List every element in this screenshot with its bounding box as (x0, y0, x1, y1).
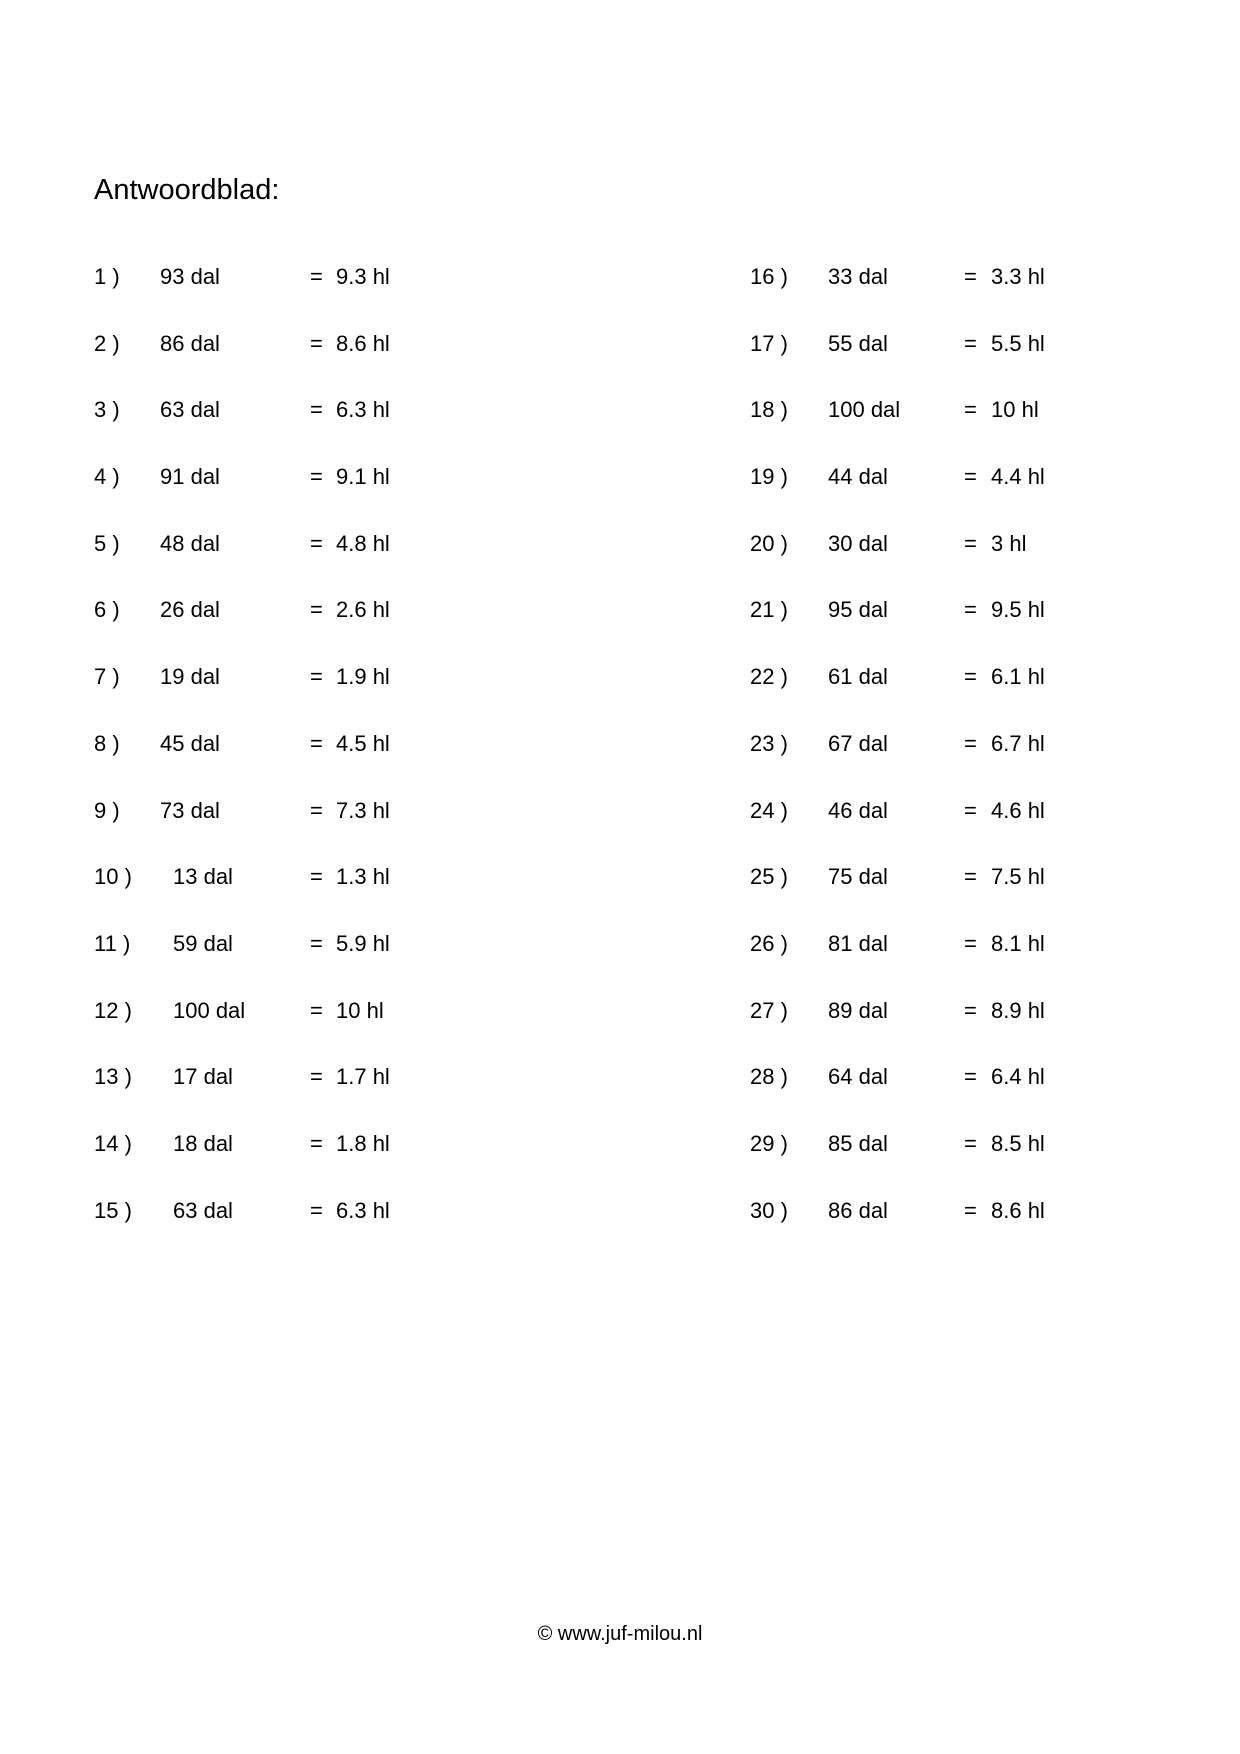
quantity-dal: 85 dal (828, 1130, 888, 1156)
answer-row (94, 396, 494, 463)
page-title: Antwoordblad: (94, 174, 280, 206)
answer-hl: 7.5 hl (991, 864, 1045, 890)
equals-sign: = (964, 864, 977, 890)
answer-row (94, 997, 494, 1064)
answer-row (750, 330, 1150, 397)
answer-row (94, 863, 494, 930)
answer-row (94, 730, 494, 797)
answer-hl: 1.9 hl (336, 664, 390, 690)
answer-hl: 7.3 hl (336, 797, 390, 823)
problem-number: 2 ) (94, 330, 120, 356)
quantity-dal: 19 dal (160, 664, 220, 690)
answer-hl: 1.8 hl (336, 1130, 390, 1156)
quantity-dal: 86 dal (828, 1197, 888, 1223)
problem-number: 12 ) (94, 997, 132, 1023)
equals-sign: = (964, 730, 977, 756)
answer-hl: 5.5 hl (991, 330, 1045, 356)
quantity-dal: 100 dal (173, 997, 246, 1023)
problem-number: 7 ) (94, 664, 120, 690)
problem-number: 9 ) (94, 797, 120, 823)
answer-column-right (750, 263, 1150, 1263)
equals-sign: = (964, 530, 977, 556)
answer-row (94, 263, 494, 330)
quantity-dal: 81 dal (828, 930, 888, 956)
problem-number: 23 ) (750, 730, 788, 756)
problem-number: 19 ) (750, 464, 788, 490)
answer-hl: 10 hl (991, 397, 1039, 423)
quantity-dal: 61 dal (828, 664, 888, 690)
equals-sign: = (964, 464, 977, 490)
answer-hl: 6.7 hl (991, 730, 1045, 756)
answer-row (94, 596, 494, 663)
problem-number: 28 ) (750, 1064, 788, 1090)
equals-sign: = (310, 864, 323, 890)
answer-hl: 5.9 hl (336, 930, 390, 956)
quantity-dal: 63 dal (160, 397, 220, 423)
problem-number: 5 ) (94, 530, 120, 556)
equals-sign: = (964, 664, 977, 690)
quantity-dal: 86 dal (160, 330, 220, 356)
answer-row (750, 797, 1150, 864)
answer-hl: 6.4 hl (991, 1064, 1045, 1090)
answer-row (94, 330, 494, 397)
copyright-footer: © www.juf-milou.nl (537, 1623, 703, 1645)
equals-sign: = (310, 330, 323, 356)
equals-sign: = (310, 530, 323, 556)
answer-hl: 1.3 hl (336, 864, 390, 890)
quantity-dal: 26 dal (160, 597, 220, 623)
answer-hl: 8.6 hl (991, 1197, 1045, 1223)
answer-row (94, 930, 494, 997)
problem-number: 11 ) (94, 930, 131, 956)
quantity-dal: 59 dal (173, 930, 233, 956)
problem-number: 10 ) (94, 864, 132, 890)
equals-sign: = (310, 664, 323, 690)
answer-row (94, 663, 494, 730)
quantity-dal: 91 dal (160, 464, 220, 490)
answer-row (750, 463, 1150, 530)
answer-row (750, 596, 1150, 663)
quantity-dal: 13 dal (173, 864, 233, 890)
equals-sign: = (964, 397, 977, 423)
quantity-dal: 100 dal (828, 397, 901, 423)
quantity-dal: 45 dal (160, 730, 220, 756)
quantity-dal: 44 dal (828, 464, 888, 490)
problem-number: 24 ) (750, 797, 788, 823)
answer-row (750, 1197, 1150, 1264)
equals-sign: = (964, 264, 977, 289)
answer-hl: 4.8 hl (336, 530, 390, 556)
problem-number: 25 ) (750, 864, 788, 890)
equals-sign: = (964, 930, 977, 956)
answer-hl: 4.6 hl (991, 797, 1045, 823)
answer-hl: 9.5 hl (991, 597, 1045, 623)
answer-hl: 8.6 hl (336, 330, 390, 356)
answer-row (94, 1197, 494, 1264)
problem-number: 15 ) (94, 1197, 132, 1223)
equals-sign: = (964, 330, 977, 356)
answer-column-left (94, 263, 494, 1263)
quantity-dal: 30 dal (828, 530, 888, 556)
answer-hl: 6.1 hl (991, 664, 1045, 690)
equals-sign: = (310, 1130, 323, 1156)
quantity-dal: 75 dal (828, 864, 888, 890)
equals-sign: = (964, 1130, 977, 1156)
equals-sign: = (310, 264, 323, 289)
problem-number: 3 ) (94, 397, 120, 423)
equals-sign: = (310, 797, 323, 823)
answer-row (750, 530, 1150, 597)
answer-row (94, 797, 494, 864)
answer-hl: 8.9 hl (991, 997, 1045, 1023)
equals-sign: = (310, 730, 323, 756)
answer-hl: 8.5 hl (991, 1130, 1045, 1156)
answer-hl: 9.3 hl (336, 264, 390, 289)
quantity-dal: 93 dal (160, 264, 220, 289)
equals-sign: = (310, 1197, 323, 1223)
quantity-dal: 63 dal (173, 1197, 233, 1223)
answer-hl: 8.1 hl (991, 930, 1045, 956)
problem-number: 17 ) (750, 330, 788, 356)
equals-sign: = (964, 997, 977, 1023)
answer-hl: 9.1 hl (336, 464, 390, 490)
answer-row (94, 463, 494, 530)
equals-sign: = (310, 464, 323, 490)
quantity-dal: 33 dal (828, 264, 888, 289)
answer-hl: 4.5 hl (336, 730, 390, 756)
problem-number: 22 ) (750, 664, 788, 690)
quantity-dal: 95 dal (828, 597, 888, 623)
quantity-dal: 48 dal (160, 530, 220, 556)
answer-row (750, 1063, 1150, 1130)
equals-sign: = (310, 597, 323, 623)
equals-sign: = (964, 797, 977, 823)
problem-number: 4 ) (94, 464, 120, 490)
answer-row (750, 1130, 1150, 1197)
answer-row (94, 1063, 494, 1130)
equals-sign: = (310, 397, 323, 423)
equals-sign: = (964, 1197, 977, 1223)
answer-row (750, 263, 1150, 330)
answer-row (94, 1130, 494, 1197)
answer-hl: 6.3 hl (336, 397, 390, 423)
quantity-dal: 89 dal (828, 997, 888, 1023)
problem-number: 20 ) (750, 530, 788, 556)
problem-number: 29 ) (750, 1130, 788, 1156)
quantity-dal: 46 dal (828, 797, 888, 823)
problem-number: 26 ) (750, 930, 788, 956)
answer-hl: 3 hl (991, 530, 1027, 556)
quantity-dal: 18 dal (173, 1130, 233, 1156)
answer-hl: 2.6 hl (336, 597, 390, 623)
answer-row (750, 997, 1150, 1064)
problem-number: 27 ) (750, 997, 788, 1023)
equals-sign: = (964, 597, 977, 623)
problem-number: 21 ) (750, 597, 788, 623)
equals-sign: = (310, 930, 323, 956)
answer-row (750, 663, 1150, 730)
problem-number: 14 ) (94, 1130, 132, 1156)
answer-row (750, 930, 1150, 997)
answer-row (750, 396, 1150, 463)
answer-hl: 4.4 hl (991, 464, 1045, 490)
problem-number: 30 ) (750, 1197, 788, 1223)
quantity-dal: 64 dal (828, 1064, 888, 1090)
answer-hl: 3.3 hl (991, 264, 1045, 289)
answer-row (94, 530, 494, 597)
quantity-dal: 17 dal (173, 1064, 233, 1090)
equals-sign: = (310, 997, 323, 1023)
answer-row (750, 863, 1150, 930)
problem-number: 6 ) (94, 597, 120, 623)
quantity-dal: 73 dal (160, 797, 220, 823)
answer-hl: 1.7 hl (336, 1064, 390, 1090)
equals-sign: = (310, 1064, 323, 1090)
quantity-dal: 55 dal (828, 330, 888, 356)
problem-number: 18 ) (750, 397, 788, 423)
quantity-dal: 67 dal (828, 730, 888, 756)
problem-number: 8 ) (94, 730, 120, 756)
problem-number: 16 ) (750, 264, 788, 289)
equals-sign: = (964, 1064, 977, 1090)
answer-hl: 10 hl (336, 997, 384, 1023)
problem-number: 13 ) (94, 1064, 132, 1090)
answer-row (750, 730, 1150, 797)
problem-number: 1 ) (94, 264, 120, 289)
answer-hl: 6.3 hl (336, 1197, 390, 1223)
